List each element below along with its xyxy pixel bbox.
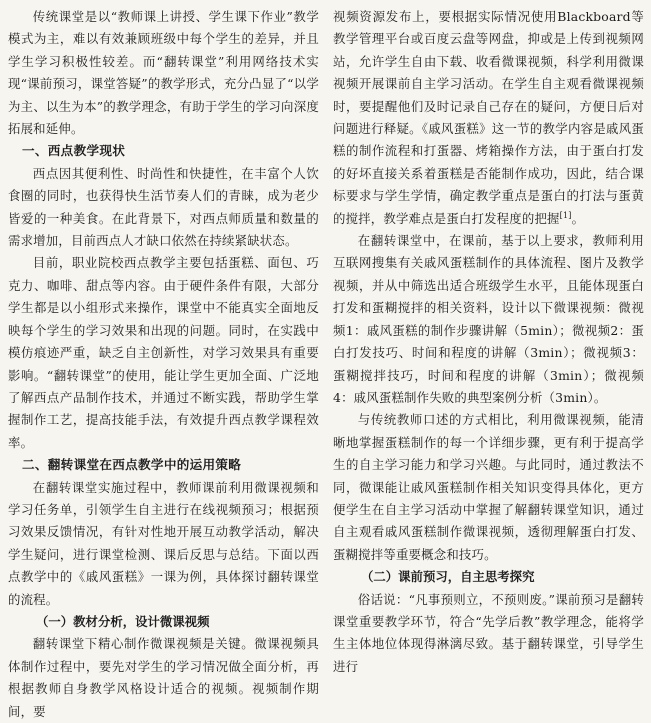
subsection-heading-preview: （二）课前预习，自主思考探究: [361, 569, 535, 585]
section-heading-teaching-status: 一、西点教学现状: [22, 143, 126, 159]
section2-paragraph-1: 在翻转课堂实施过程中，教师课前利用微课视频和学习任务单，引领学生自主进行在线视频预习；根据预习效果反馈情况，有针对性地开展互动教学活动，解决学生疑问，进行课堂检测、课后反思与总结。下面以西点教学中的《戚风蛋糕》一课为例，具体探讨翻转课堂的流程。: [8, 479, 319, 607]
intro-paragraph: 传统课堂是以“教师课上讲授、学生课下作业”教学模式为主，难以有效兼顾班级中每个学生的差异，并且学生学习积极性较差。而“翻转课堂”利用网络技术实现“课前预习，课堂答疑”的教学形式，充分凸显了“以学为主、以生为本”的教学理念，有助于学生的学习向深度拓展和延伸。: [8, 9, 319, 137]
right-column: [333, 6, 644, 674]
left-column: [8, 6, 319, 719]
section-heading-strategy: 二、翻转课堂在西点教学中的运用策略: [22, 457, 242, 473]
continued-paragraph-text: 视频资源发布上，要根据实际情况使用Blackboard等教学管理平台或百度云盘等网盘，抑或是上传到视频网站，允许学生自由下载、收看微课视频，科学利用微课视频开展课前自主学习活动。在学生自主观看微课视频时，要提醒他们及时记录自己存在的疑问，方便日后对问题进行释疑。《戚风蛋糕》这一节的教学内容是戚风蛋糕的制作流程和打蛋器、烤箱操作方法，由于蛋白打发的好坏直接关系着蛋糕是否能制作成功，因此，结合课标要求与学生学情，确定教学重点是蛋白的打法与蛋黄的搅拌，教学难点是蛋白打发程度的把握: [333, 9, 644, 226]
right-paragraph-3: 与传统教师口述的方式相比，利用微课视频，能清晰地掌握蛋糕制作的每一个详细步骤，更有利于提高学生的自主学习能力和学习兴趣。与此同时，通过教法不同，微课能让戚风蛋糕制作相关知识变得具体化，更方便学生在自主学习活动中掌握了解翻转课堂知识，通过自主观看戚风蛋糕制作微课视频，透彻理解蛋白打发、蛋糊搅拌等重要概念和技巧。: [333, 412, 644, 562]
section1-paragraph-2: 目前，职业院校西点教学主要包括蛋糕、面包、巧克力、咖啡、甜点等内容。由于硬件条件有限，大部分学生都是以小组形式来操作，课堂中不能真实全面地反映每个学生的学习效果和出现的问题。同时，在实践中模仿痕迹严重，缺乏自主创新性，对学习效果具有重要影响。“翻转课堂”的使用，能让学生更加全面、广泛地了解西点产品制作技术，并通过不断实践，帮助学生掌握制作工艺，提高技能手法，有效提升西点教学课程效率。: [8, 255, 319, 450]
continued-paragraph-end: 。: [571, 210, 585, 226]
right-paragraph-2: 在翻转课堂中，在课前，基于以上要求，教师利用互联网搜集有关戚风蛋糕制作的具体流程、图片及教学视频，并从中筛选出适合班级学生水平，且能体现蛋白打发和蛋糊搅拌的相关资料，设计以下微课视频：微视频1：戚风蛋糕的制作步骤讲解（5min）；微视频2：蛋白打发技巧、时间和程度的讲解（3min）；微视频3：蛋糊搅拌技巧，时间和程度的讲解（3min）；微视频4：戚风蛋糕制作失败的典型案例分析（3min）。: [333, 233, 644, 405]
continued-paragraph: [333, 6, 644, 230]
citation-marker: [1]: [559, 210, 572, 220]
subsection-heading-material-analysis: （一）教材分析，设计微课视频: [36, 613, 210, 629]
subsection1-paragraph-1: 翻转课堂下精心制作微课视频是关键。微课视频具体制作过程中，要先对学生的学习情况做全面分析，再根据教师自身教学风格设计适合的视频。视频制作期间，要: [8, 636, 319, 719]
section1-paragraph-1: 西点因其便利性、时尚性和快捷性，在丰富个人饮食圈的同时，也获得快生活节奏人们的青睐，成为老少皆爱的一种美食。在此背景下，对西点师质量和数量的需求增加，目前西点人才缺口依然在持续紧缺状态。: [8, 165, 319, 249]
subsection2-paragraph-1: 俗话说：“凡事预则立，不预则废。”课前预习是翻转课堂重要教学环节，符合“先学后教”教学理念，能将学生主体地位体现得淋漓尽致。基于翻转课堂，引导学生进行: [333, 591, 644, 674]
